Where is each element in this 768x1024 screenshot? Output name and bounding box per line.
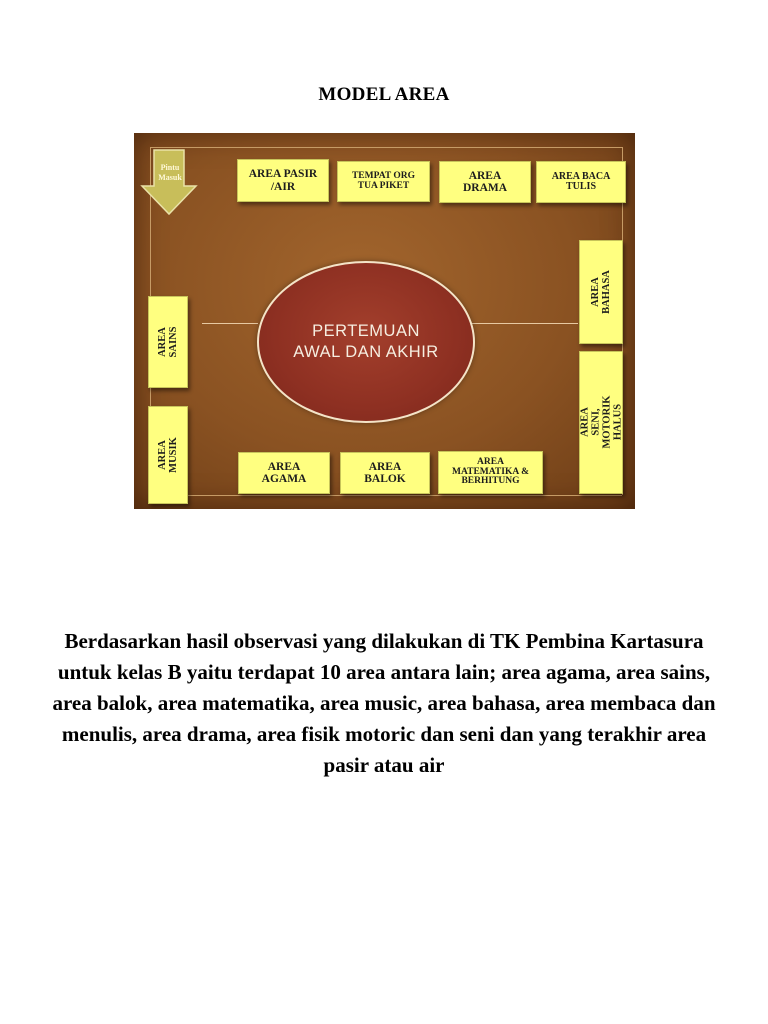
tempat-orang-tua-piket-label: TEMPAT ORG TUA PIKET [351, 170, 416, 191]
entrance-label: Pintu Masuk [158, 163, 182, 182]
area-balok-label: AREA BALOK [364, 460, 406, 485]
area-baca-tulis-label: AREA BACA TULIS [551, 170, 611, 192]
meeting-area-label: PERTEMUAN AWAL DAN AKHIR [293, 321, 439, 361]
area-musik-label: AREA MUSIK [156, 437, 179, 473]
area-musik [148, 406, 188, 504]
area-balok [340, 452, 430, 494]
area-pasir-air-label: AREA PASIR /AIR [248, 168, 318, 193]
description-paragraph: Berdasarkan hasil observasi yang dilakukan di TK Pembina Kartasura untuk kelas B yaitu terdapat 10 area antara lain; area agama, area sains, area balok, area matematika, area music, area bahasa, area membaca dan menulis, area drama, area fisik motoric dan seni dan yang terakhir area pasir atau air [52, 629, 716, 777]
area-agama-label: AREA AGAMA [261, 460, 307, 485]
classroom-layout-diagram [134, 133, 635, 509]
meeting-area-ellipse [257, 261, 475, 423]
area-seni-motorik-halus [579, 351, 623, 494]
connector-left [202, 323, 258, 324]
area-drama-label: AREA DRAMA [462, 169, 508, 194]
room-wall-top [150, 147, 622, 148]
area-agama [238, 452, 330, 494]
area-drama [439, 161, 531, 203]
room-wall-bottom [150, 495, 622, 496]
tempat-orang-tua-piket [337, 161, 430, 202]
area-bahasa-label: AREA BAHASA [589, 270, 613, 314]
connector-right [472, 323, 578, 324]
area-sains [148, 296, 188, 388]
area-pasir-air [237, 159, 329, 202]
area-bahasa [579, 240, 623, 344]
area-sains-label: AREA SAINS [156, 326, 179, 358]
page-title: MODEL AREA [318, 84, 450, 105]
area-baca-tulis [536, 161, 626, 203]
area-seni-motorik-halus-label: AREA SENI, MOTORIK HALUS [578, 396, 624, 449]
area-matematika-berhitung [438, 451, 543, 494]
area-matematika-berhitung-label: AREA MATEMATIKA & BERHITUNG [452, 456, 529, 487]
